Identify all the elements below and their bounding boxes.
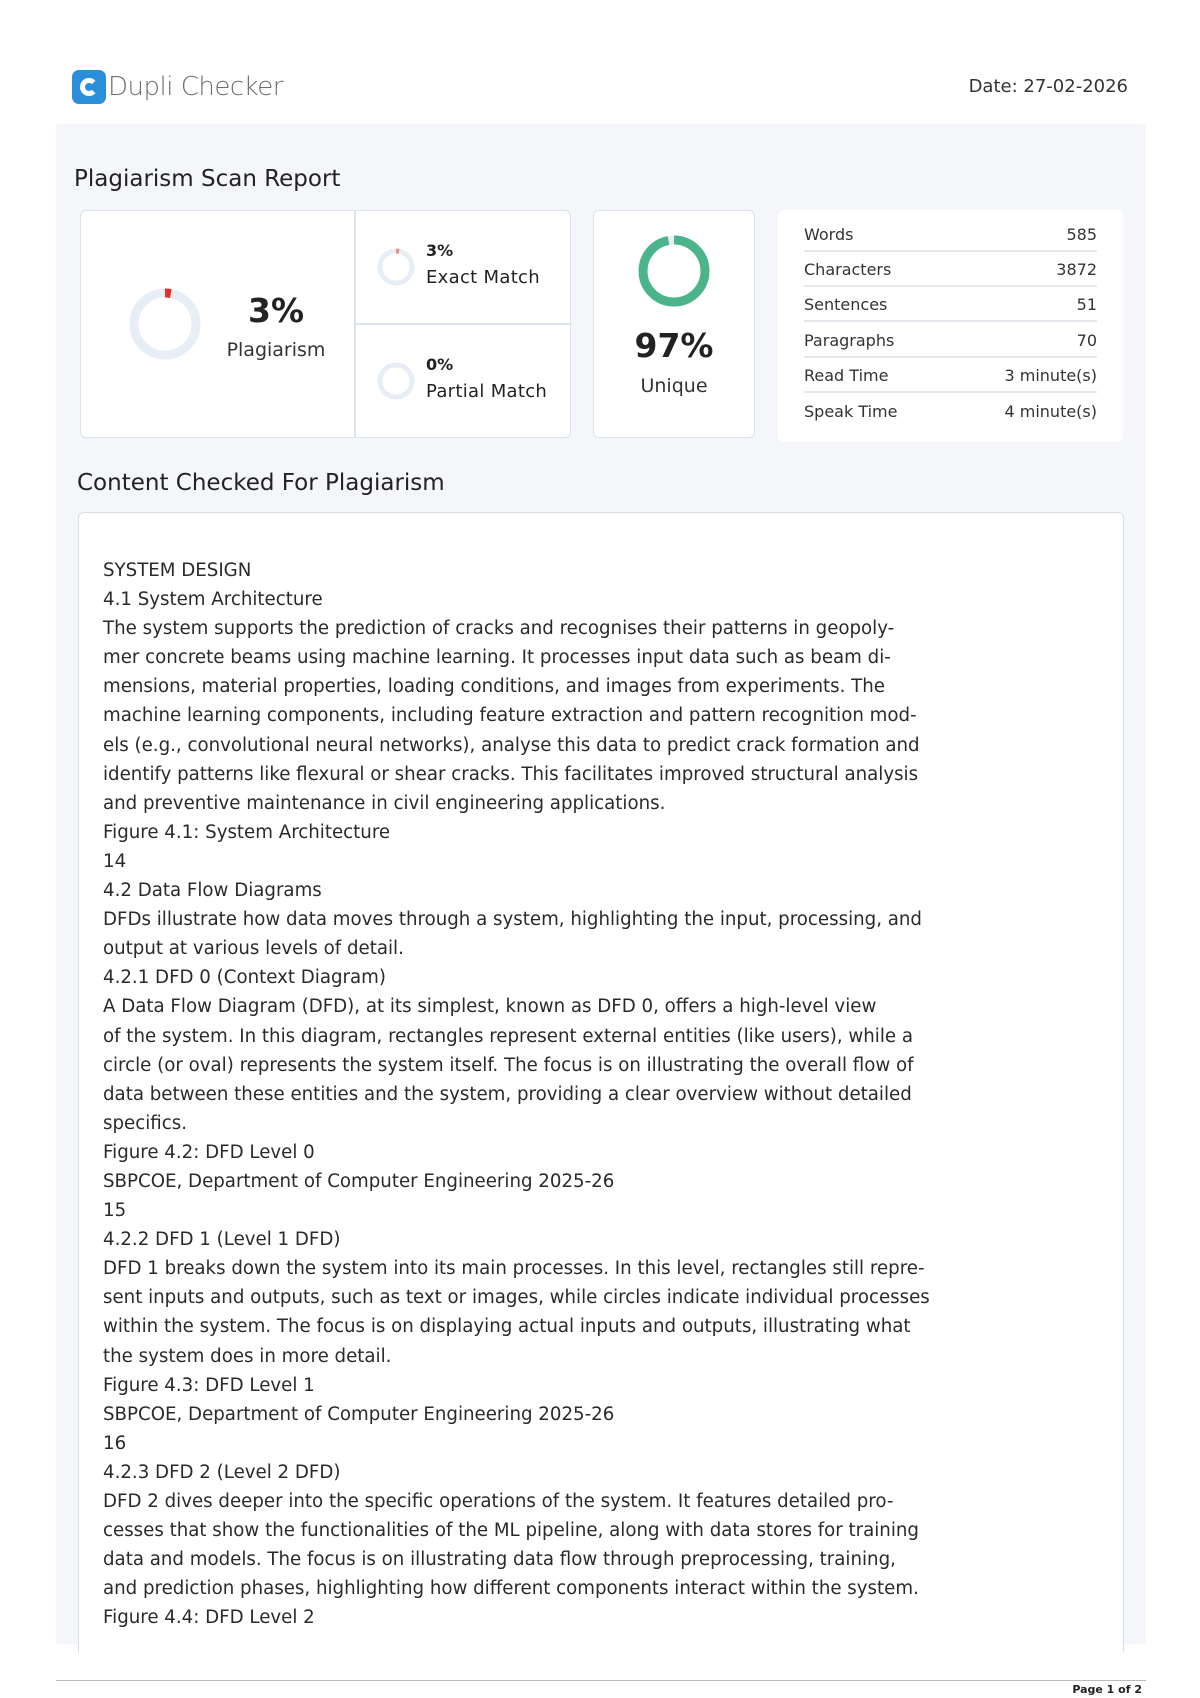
content-line: output at various levels of detail.	[103, 938, 404, 960]
content-line: specifics.	[103, 1112, 187, 1134]
plagiarism-label: Plagiarism	[226, 339, 326, 361]
content-line: machine learning components, including feature extraction and pattern recognition mod-	[103, 705, 917, 727]
stat-label: Read Time	[804, 365, 889, 385]
unique-donut	[636, 233, 712, 309]
content-line: Figure 4.3: DFD Level 1	[103, 1374, 315, 1396]
stat-characters	[804, 253, 1097, 287]
stats-card	[778, 210, 1123, 442]
content-line: 4.2.1 DFD 0 (Context Diagram)	[103, 967, 386, 989]
stat-label: Words	[804, 224, 854, 244]
content-line: data between these entities and the system, providing a clear overview without detailed	[103, 1083, 912, 1105]
content-line: 4.1 System Architecture	[103, 589, 323, 611]
content-line: circle (or oval) represents the system itself. The focus is on illustrating the overall flow of	[103, 1054, 914, 1076]
plagiarism-card	[80, 210, 355, 438]
content-line: data and models. The focus is on illustrating data flow through preprocessing, training,	[103, 1549, 896, 1571]
dupli-checker-logo	[72, 70, 283, 104]
stat-read-time	[804, 359, 1097, 393]
content-section-title: Content Checked For Plagiarism	[77, 470, 445, 496]
stat-value: 70	[1076, 330, 1097, 350]
plagiarism-percent: 3%	[247, 291, 305, 330]
partial-match-donut	[376, 361, 416, 401]
content-line: and preventive maintenance in civil engineering applications.	[103, 792, 666, 814]
date-label: Date:	[968, 76, 1018, 97]
exact-match-card	[355, 210, 571, 324]
stat-speak-time	[804, 394, 1097, 428]
exact-match-label: Exact Match	[426, 267, 540, 288]
unique-card	[593, 210, 755, 438]
exact-match-percent: 3%	[426, 241, 454, 260]
content-line: DFD 2 dives deeper into the specific operations of the system. It features detailed pro-	[103, 1491, 894, 1512]
content-line: the system does in more detail.	[103, 1345, 392, 1367]
content-line: SBPCOE, Department of Computer Engineering 2025-26	[103, 1403, 615, 1425]
page-number: Page 1 of 2	[1072, 1683, 1142, 1696]
partial-ring-track	[380, 365, 412, 397]
content-line: sent inputs and outputs, such as text or images, while circles indicate individual processes	[103, 1287, 930, 1309]
content-line: 4.2.2 DFD 1 (Level 1 DFD)	[103, 1229, 341, 1251]
unique-percent: 97%	[634, 326, 714, 365]
date-value: 27-02-2026	[1023, 76, 1128, 97]
content-line: cesses that show the functionalities of the ML pipeline, along with data stores for training	[103, 1520, 919, 1542]
content-line: identify patterns like flexural or shear cracks. This facilitates improved structural analysis	[103, 763, 919, 785]
content-line: within the system. The focus is on displaying actual inputs and outputs, illustrating what	[103, 1316, 911, 1338]
plagiarism-ring-track	[134, 293, 196, 355]
content-line: Figure 4.1: System Architecture	[103, 821, 391, 843]
report-title: Plagiarism Scan Report	[74, 166, 341, 192]
content-line: mer concrete beams using machine learning. It processes input data such as beam di-	[103, 647, 891, 669]
stat-paragraphs	[804, 324, 1097, 358]
content-line: 4.2 Data Flow Diagrams	[103, 880, 322, 902]
stat-label: Characters	[804, 259, 892, 279]
content-line: SBPCOE, Department of Computer Engineering 2025-26	[103, 1170, 615, 1192]
report-date	[969, 76, 1128, 97]
partial-match-card	[355, 324, 571, 438]
partial-match-percent: 0%	[426, 355, 454, 374]
content-line: 14	[103, 850, 127, 872]
stat-value: 51	[1076, 294, 1097, 314]
content-line: Figure 4.4: DFD Level 2	[103, 1607, 315, 1629]
plagiarism-donut	[127, 286, 203, 362]
content-line: 15	[103, 1200, 127, 1222]
content-line: DFD 1 breaks down the system into its main processes. In this level, rectangles still repre-	[103, 1258, 925, 1280]
exact-match-donut	[376, 247, 416, 287]
content-line: Figure 4.2: DFD Level 0	[103, 1141, 315, 1163]
stat-sentences	[804, 288, 1097, 322]
stat-label: Paragraphs	[804, 330, 895, 350]
brand-name: Dupli Checker	[108, 72, 283, 102]
content-line: The system supports the prediction of cracks and recognises their patterns in geopoly-	[103, 618, 895, 640]
content-line: 4.2.3 DFD 2 (Level 2 DFD)	[103, 1461, 341, 1483]
content-line: mensions, material properties, loading conditions, and images from experiments. The	[103, 676, 885, 698]
content-line: DFDs illustrate how data moves through a system, highlighting the input, processing, and	[103, 909, 922, 931]
logo-icon	[72, 70, 106, 104]
unique-ring-fill	[643, 240, 705, 302]
exact-ring-track	[380, 251, 412, 283]
content-line: of the system. In this diagram, rectangles represent external entities (like users), while a	[103, 1025, 914, 1047]
unique-label: Unique	[640, 375, 708, 397]
footer-divider	[56, 1680, 1146, 1681]
stat-value: 4 minute(s)	[1004, 401, 1097, 421]
stat-value: 3872	[1056, 259, 1097, 279]
stat-value: 3 minute(s)	[1004, 365, 1097, 385]
stat-value: 585	[1066, 224, 1097, 244]
content-line: and prediction phases, highlighting how different components interact within the system.	[103, 1578, 919, 1600]
stat-label: Sentences	[804, 294, 888, 314]
checked-content-text	[103, 556, 963, 1632]
content-line: A Data Flow Diagram (DFD), at its simplest, known as DFD 0, offers a high-level view	[103, 996, 877, 1018]
content-line: els (e.g., convolutional neural networks), analyse this data to predict crack formation and	[103, 734, 920, 756]
stat-label: Speak Time	[804, 401, 898, 421]
content-line: 16	[103, 1432, 127, 1454]
content-line: SYSTEM DESIGN	[103, 560, 252, 581]
partial-match-label: Partial Match	[426, 381, 548, 402]
stat-words	[804, 218, 1097, 252]
